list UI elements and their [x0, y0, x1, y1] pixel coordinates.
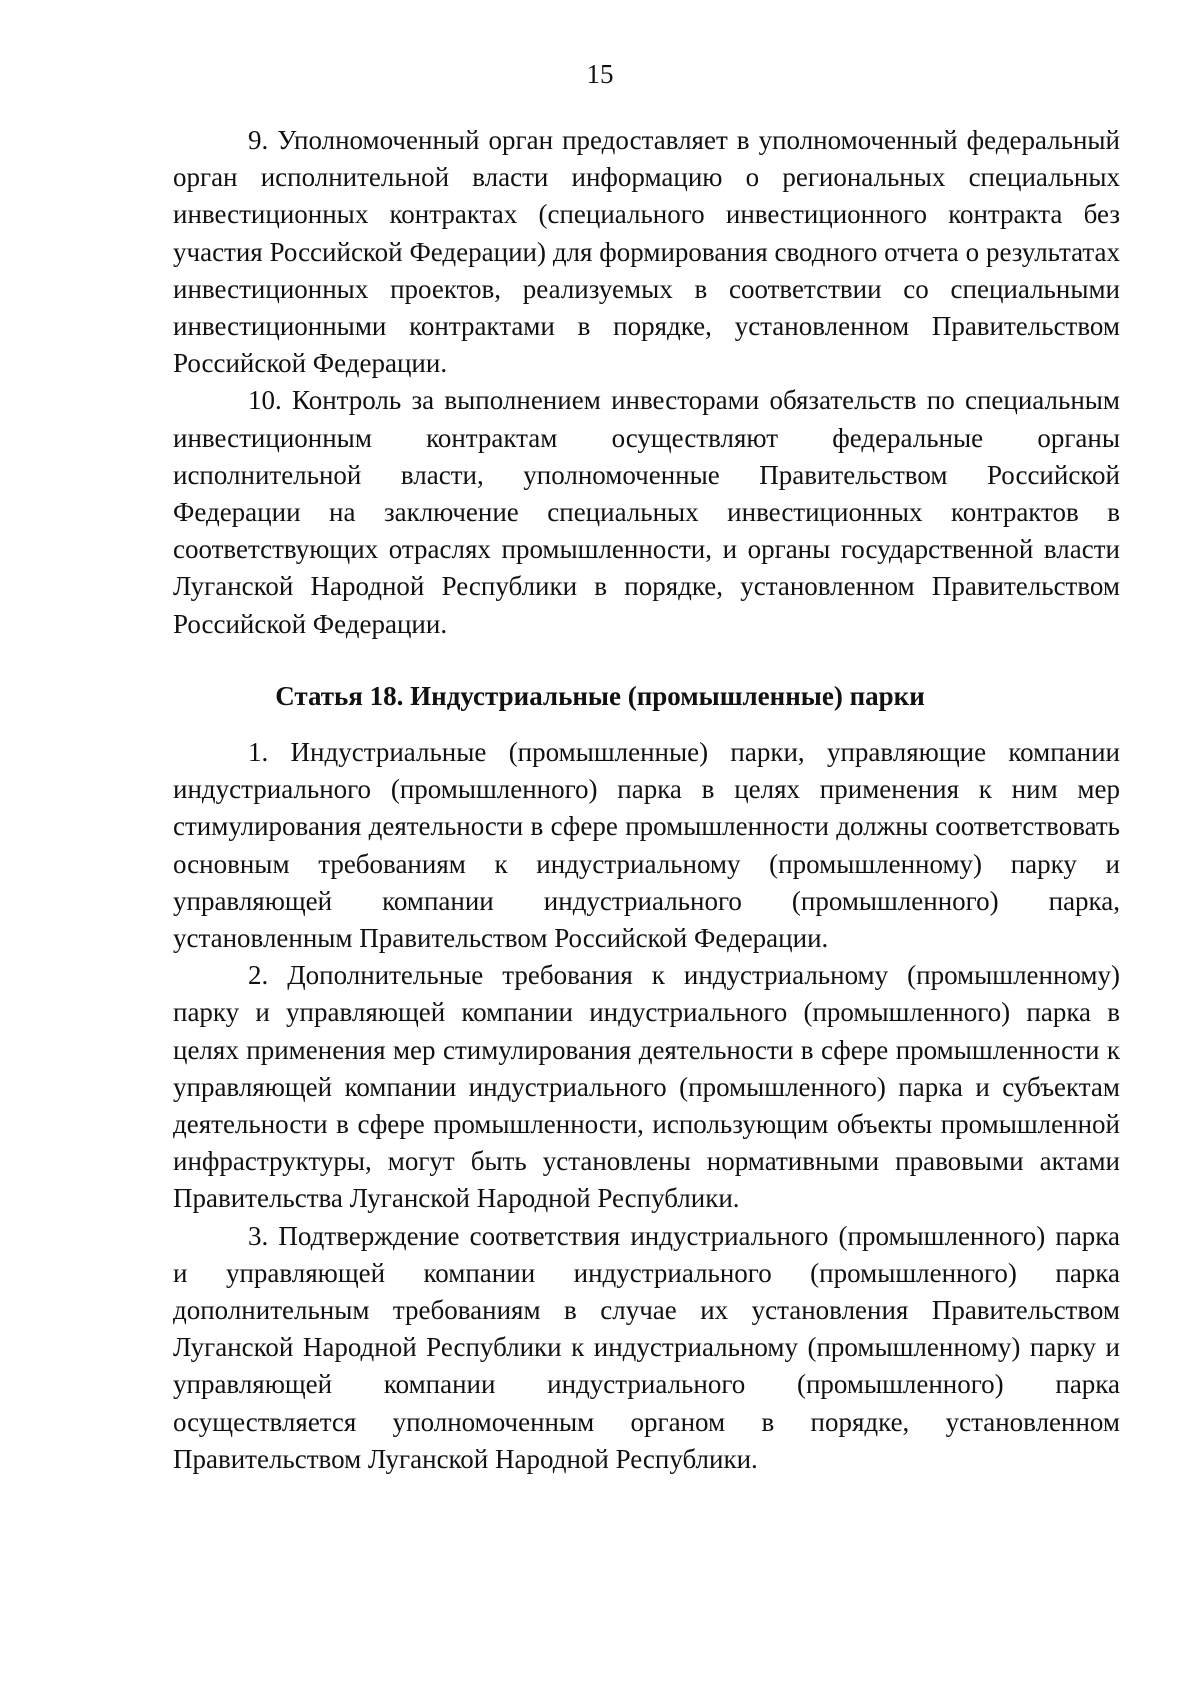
section-top-text	[173, 122, 1120, 643]
paragraph-10: 10. Контроль за выполнением инвесторами обязательств по специальным инвестиционным контрактам осуществляют федеральные органы исполнительной власти, уполномоченные Правительством Российской Федерации на заключение специальных инвестиционных контрактов в соответствующих отраслях промышленности, и органы государственной власти Луганской Народной Республики в порядке, установленном Правительством Российской Федерации.	[173, 385, 1120, 639]
article-18-heading: Статья 18. Индустриальные (промышленные) парки	[275, 681, 925, 711]
paragraph-9: 9. Уполномоченный орган предоставляет в уполномоченный федеральный орган исполнительной власти информацию о региональных специальных инвестиционных контрактах (специального инвестиционного контракта без участия Российской Федерации) для формирования сводного отчета о результатах инвестиционных проектов, реализуемых в соответствии со специальными инвестиционными контрактами в порядке, установленном Правительством Российской Федерации.	[173, 125, 1120, 379]
article-18-paragraph-1: 1. Индустриальные (промышленные) парки, управляющие компании индустриального (промышленного) парка в целях применения к ним мер стимулирования деятельности в сфере промышленности должны соответствовать основным требованиям к индустриальному (промышленному) парку и управляющей компании индустриального (промышленного) парка, установленным Правительством Российской Федерации.	[173, 737, 1120, 954]
article-18-text	[173, 734, 1120, 1478]
article-18-paragraph-2: 2. Дополнительные требования к индустриальному (промышленному) парку и управляющей компании индустриального (промышленного) парка в целях применения мер стимулирования деятельности в сфере промышленности к управляющей компании индустриального (промышленного) парка и субъектам деятельности в сфере промышленности, использующим объекты промышленной инфраструктуры, могут быть установлены нормативными правовыми актами Правительства Луганской Народной Республики.	[173, 960, 1120, 1214]
article-18-paragraph-3: 3. Подтверждение соответствия индустриального (промышленного) парка и управляющей компании индустриального (промышленного) парка дополнительным требованиям в случае их установления Правительством Луганской Народной Республики к индустриальному (промышленному) парку и управляющей компании индустриального (промышленного) парка осуществляется уполномоченным органом в порядке, установленном Правительством Луганской Народной Республики.	[173, 1220, 1120, 1474]
page-number: 15	[586, 59, 614, 89]
